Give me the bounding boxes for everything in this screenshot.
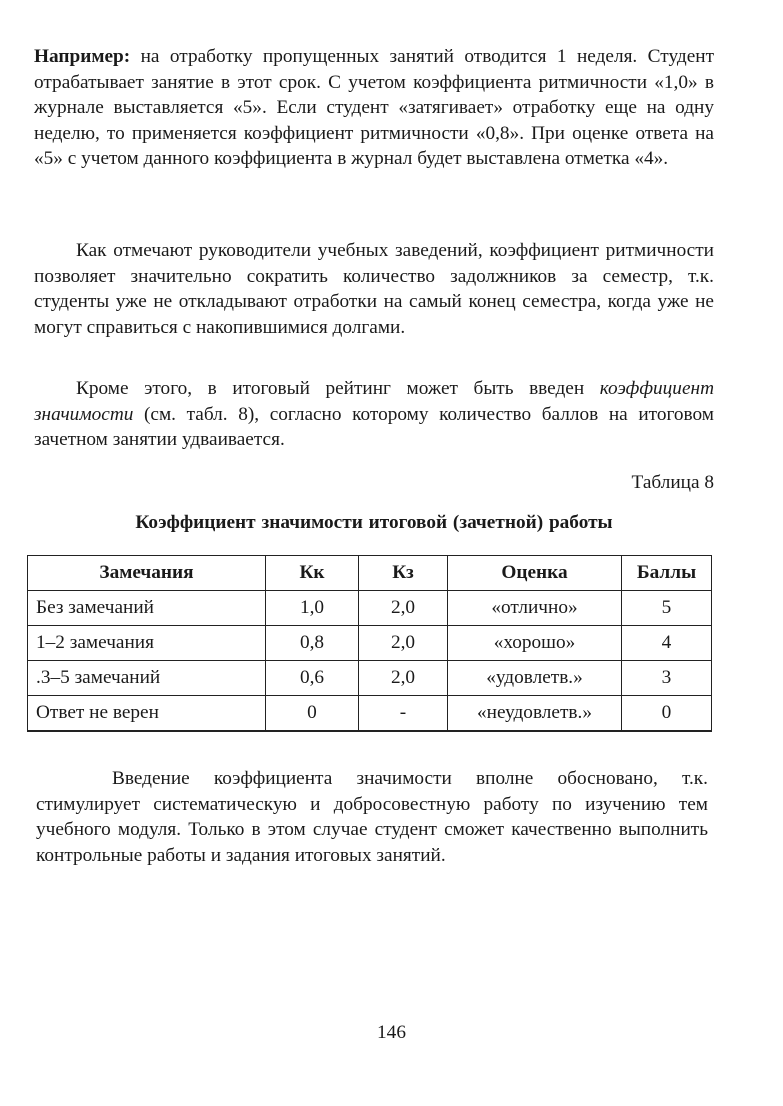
table-row xyxy=(28,661,712,696)
table-title: Коэффициент значимости итоговой (зачетной) работы xyxy=(135,512,613,533)
table-row xyxy=(28,696,712,732)
cell-grade: «неудовлетв.» xyxy=(448,696,622,732)
table-row xyxy=(28,591,712,626)
cell-kz: - xyxy=(359,696,448,732)
cell-kk: 0,8 xyxy=(266,626,359,661)
header-kz: Кз xyxy=(359,556,448,591)
significance-text-before: Кроме этого, в итоговый рейтинг может быть введен xyxy=(76,378,600,399)
cell-points: 0 xyxy=(622,696,712,732)
paragraph-significance xyxy=(34,376,714,453)
cell-points: 5 xyxy=(622,591,712,626)
cell-grade: «удовлетв.» xyxy=(448,661,622,696)
cell-kk: 1,0 xyxy=(266,591,359,626)
cell-kk: 0,6 xyxy=(266,661,359,696)
example-lead: Например: xyxy=(34,46,131,67)
page-number: 146 xyxy=(377,1022,406,1043)
cell-remarks: Без замечаний xyxy=(28,591,266,626)
cell-grade: «отлично» xyxy=(448,591,622,626)
cell-remarks: 1–2 замечания xyxy=(28,626,266,661)
table-header-row xyxy=(28,556,712,591)
paragraph-example xyxy=(34,44,714,172)
cell-points: 3 xyxy=(622,661,712,696)
cell-kz: 2,0 xyxy=(359,661,448,696)
cell-kk: 0 xyxy=(266,696,359,732)
cell-points: 4 xyxy=(622,626,712,661)
header-points: Баллы xyxy=(622,556,712,591)
header-kk: Кк xyxy=(266,556,359,591)
significance-table xyxy=(27,555,712,732)
cell-kz: 2,0 xyxy=(359,626,448,661)
significance-text-after: (см. табл. 8), согласно которому количество баллов на итоговом зачетном занятии удваивается. xyxy=(34,403,714,450)
header-remarks: Замечания xyxy=(28,556,266,591)
cell-remarks: .3–5 замечаний xyxy=(28,661,266,696)
significance-term: коэффициент значимости xyxy=(34,378,714,425)
example-text: на отработку пропущенных занятий отводится 1 неделя. Студент отрабатывает занятие в этот срок. С учетом коэффициента ритмичности «1,0» в журнале выставляется «5». Если студент «затягивает» отработку еще на одну неделю, то применяется коэффициент ритмичности «0,8». При оценке ответа на «5» с учетом данного коэффициента в журнал будет выставлена отметка «4». xyxy=(34,46,714,169)
paragraph-debtors: Как отмечают руководители учебных заведений, коэффициент ритмичности позволяет значительно сократить количество задолжников за семестр, т.к. студенты уже не откладывают отработки на самый конец семестра, когда уже не могут справиться с накопившимися долгами. xyxy=(34,240,714,338)
cell-grade: «хорошо» xyxy=(448,626,622,661)
table-row xyxy=(28,626,712,661)
table-label: Таблица 8 xyxy=(631,472,714,493)
cell-kz: 2,0 xyxy=(359,591,448,626)
paragraph-conclusion: Введение коэффициента значимости вполне обосновано, т.к. стимулирует систематическую и добросовестную работу по изучению тем учебного модуля. Только в этом случае студент сможет качественно выполнить контрольные работы и задания итоговых занятий. xyxy=(36,768,708,866)
cell-remarks: Ответ не верен xyxy=(28,696,266,732)
header-grade: Оценка xyxy=(448,556,622,591)
